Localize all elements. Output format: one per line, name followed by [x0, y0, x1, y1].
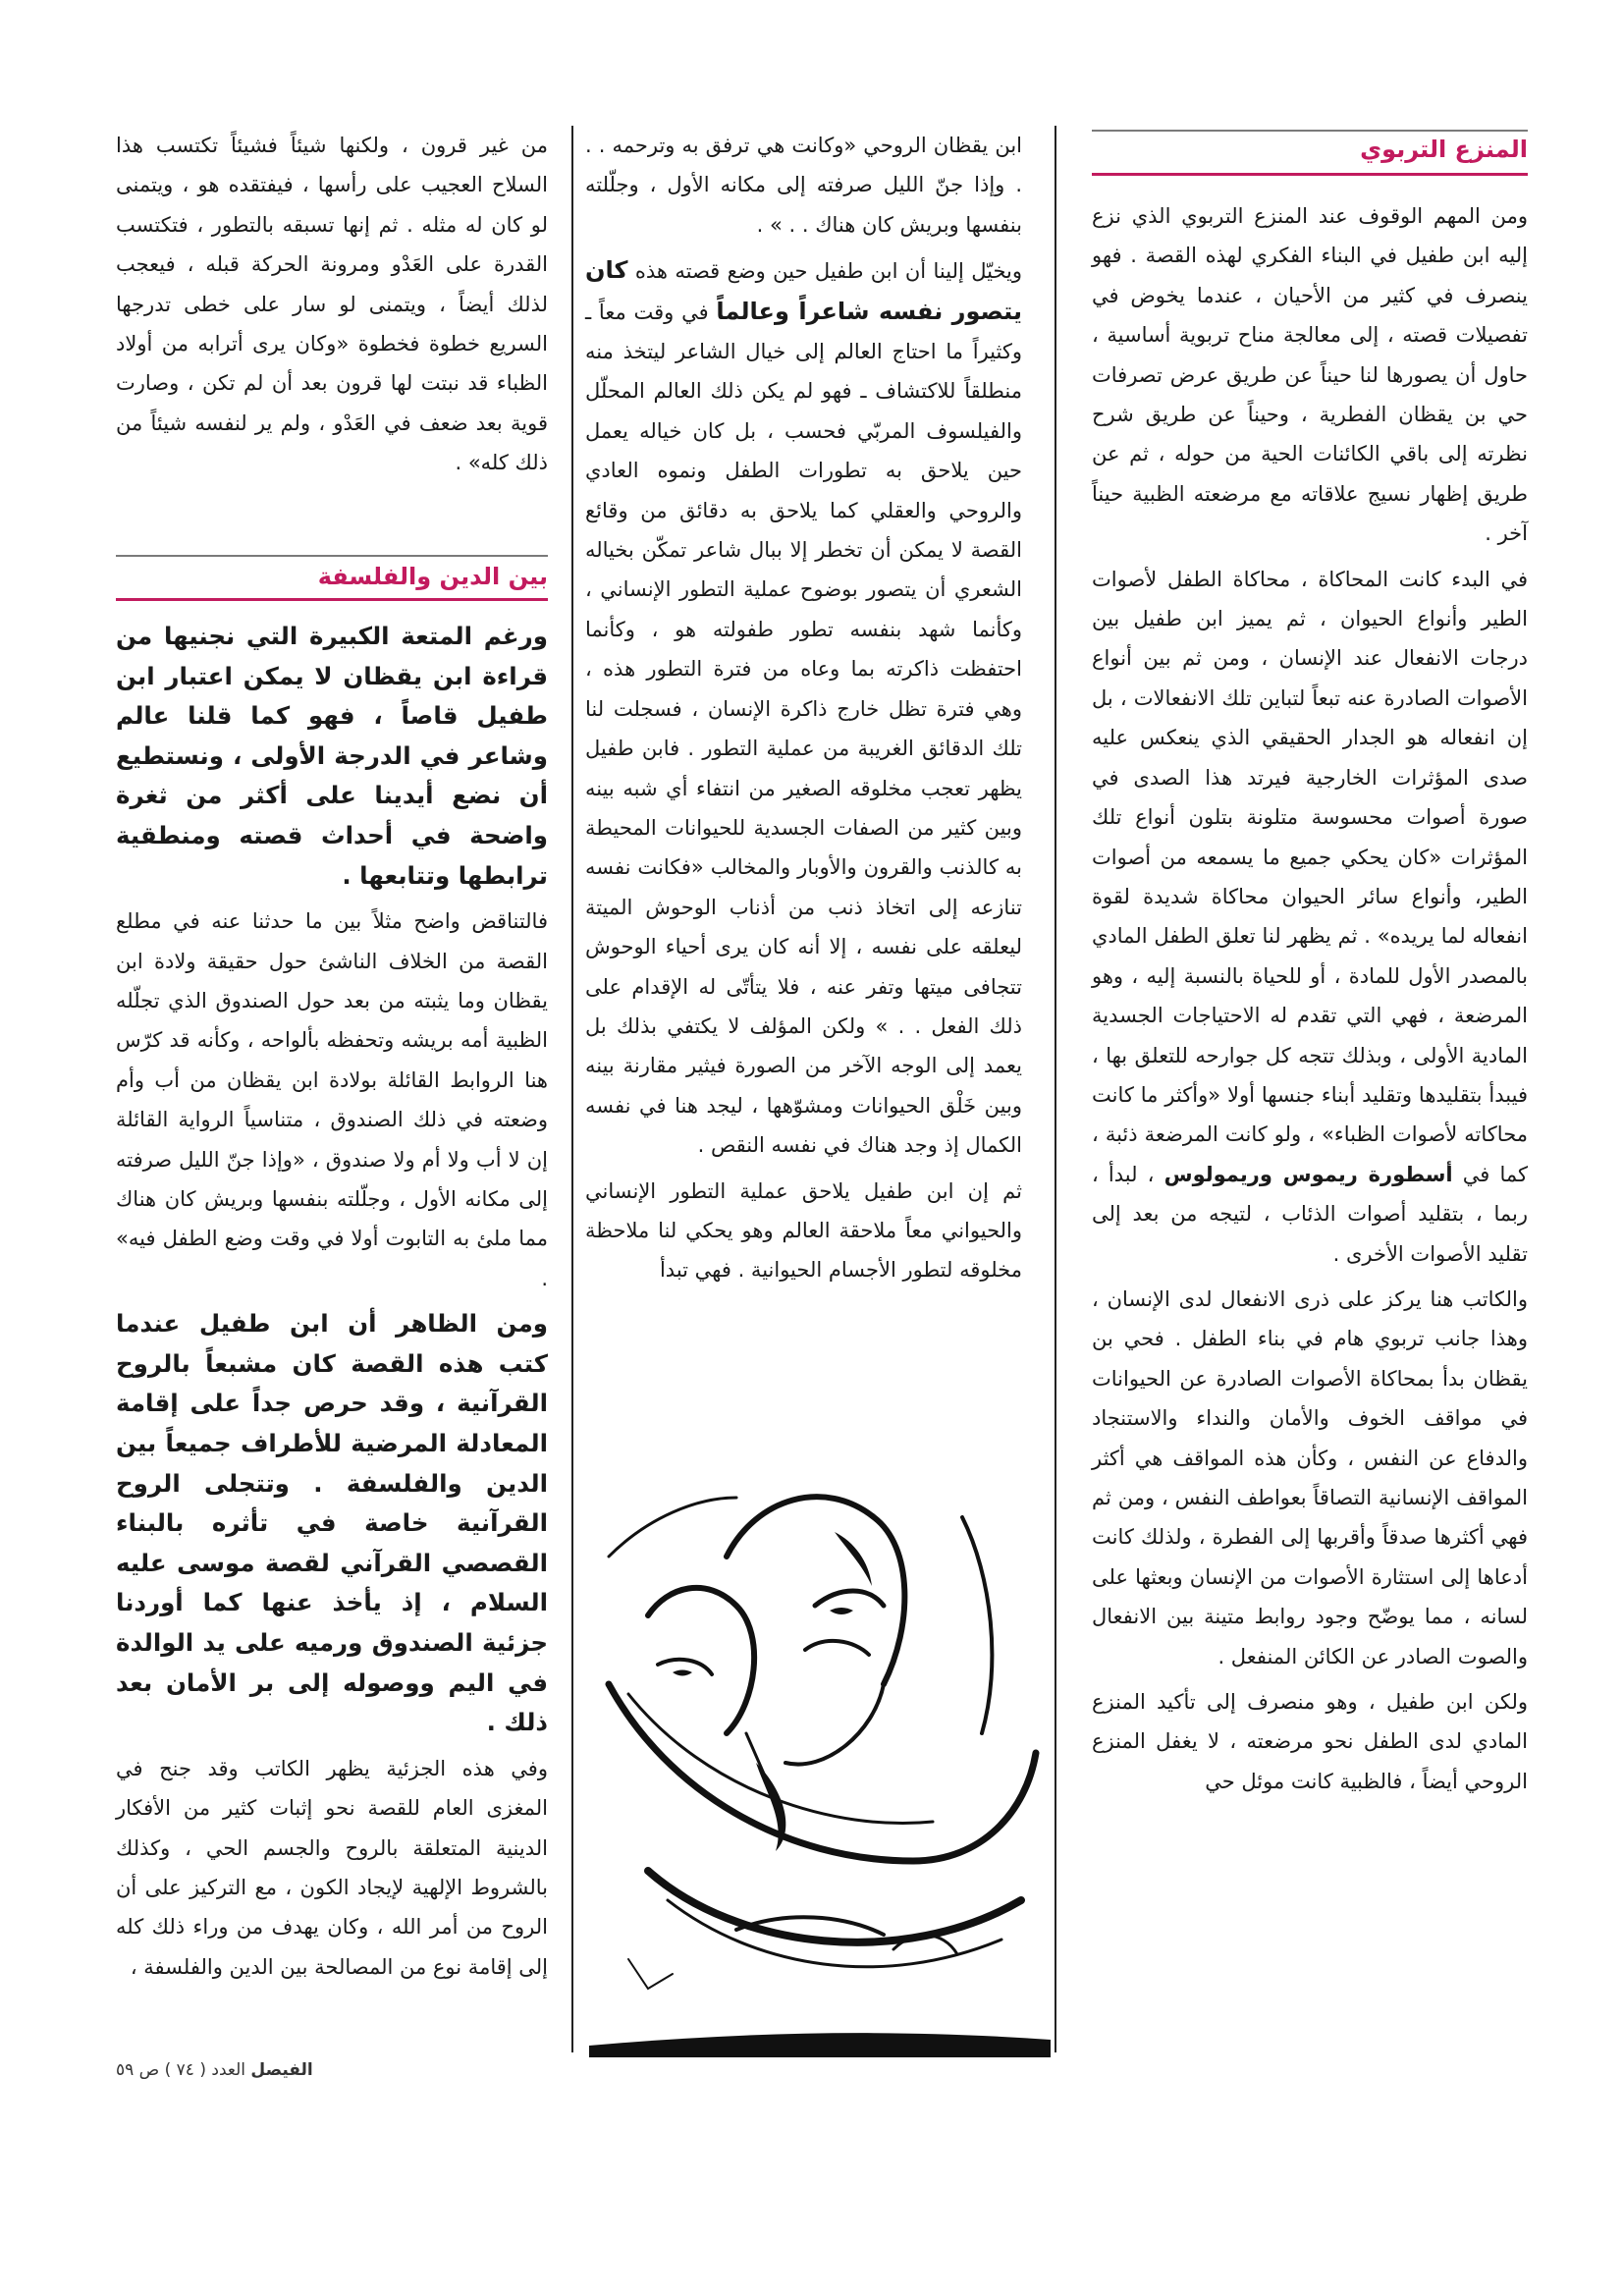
paragraph: ومن المهم الوقوف عند المنزع التربوي الذي نزع إليه ابن طفيل في البناء الفكري لهذه القصة . فهو ينصرف في كثير من الأحيان ، عندما يخوض في تفصيلات قصته ، إلى معالجة مناح تربوية أساسية ، حاول أن يصورها لنا حيناً عن طريق عرض تصرفات حي بن يقظان الفطرية ، وحيناً عن طريق شرح نظرته إلى باقي الكائنات الحية من حوله ، ثم عن طريق إظهار نسيج علاقاته مع مرضعته الظبية حيناً آخر .	[1092, 204, 1528, 546]
bold-paragraph: ورغم المتعة الكبيرة التي نجنيها من قراءة ابن يقظان لا يمكن اعتبار ابن طفيل قاصاً ، فهو كما قلنا عالم وشاعر في الدرجة الأولى ، ونستطيع أن نضع أيدينا على أكثر من ثغرة واضحة في أحداث قصته ومنطقية ترابطها وتتابعها .	[116, 622, 548, 890]
section-heading-religion-philosophy: بين الدين والفلسفة	[317, 563, 548, 590]
column-divider	[1055, 126, 1056, 2052]
bold-paragraph: ومن الظاهر أن ابن طفيل عندما كتب هذه القصة كان مشبعاً بالروح القرآنية ، وقد حرص جداً على إقامة المعادلة المرضية للأطراف جميعاً بين الدين والفلسفة . وتتجلى الروح القرآنية خاصة في تأثره بالبناء القصصي القرآني لقصة موسى عليه السلام ، إذ يأخذ عنها كما أوردنا جزئية الصندوق ورميه على يد الوالدة في اليم ووصوله إلى بر الأمان بعد ذلك .	[116, 1309, 548, 1737]
section-heading-educational: المنزع التربوي	[1360, 136, 1528, 163]
page-footer	[116, 2060, 313, 2080]
illustration	[589, 1439, 1051, 2057]
heading-top-rule	[1092, 130, 1528, 132]
page-number: العدد ( ٧٤ ) ص ٥٩	[116, 2060, 245, 2080]
paragraph: ثم إن ابن طفيل يلاحق عملية التطور الإنساني والحيواني معاً ملاحقة العالم وهو يحكي لنا ملاحظة مخلوقه لتطور الأجسام الحيوانية . فهي تبدأ	[585, 1178, 1022, 1283]
heading-underline	[1092, 173, 1528, 176]
paragraph: من غير قرون ، ولكنها شيئاً فشيئاً تكتسب هذا السلاح العجيب على رأسها ، فيفتقده هو ، ويتمنى لو كان له مثله . ثم إنها تسبقه بالتطور ، فتكتسب القدرة على العَدْو ومرونة الحركة قبله ، فيعجب لذلك أيضاً ، ويتمنى لو سار على خطى تدرجها السريع خطوة فخطوة «وكان يرى أترابه من أولاد الظباء قد نبتت لها قرون بعد أن لم تكن ، وصارت قوية بعد ضعف في العَدْو ، ولم ير لنفسه شيئاً من ذلك كله» .	[116, 134, 548, 475]
paragraph: وفي هذه الجزئية يظهر الكاتب وقد جنح في المغزى العام للقصة نحو إثبات كثير من الأفكار الدينية المتعلقة بالروح والجسم الحي ، وكذلك بالشروط الإلهية لإيجاد الكون ، مع التركيز على أن الروح من أمر الله ، وكان يهدف من وراء ذلك كله إلى إقامة نوع من المصالحة بين الدين والفلسفة ،	[116, 1756, 548, 1979]
footer-logo: الفيصل	[250, 2060, 313, 2080]
heading-top-rule	[116, 555, 548, 557]
legend-name: أسطورة ريموس وريمولوس	[1163, 1162, 1453, 1186]
left-column	[116, 126, 548, 489]
paragraph: ويخيّل إلينا أن ابن طفيل حين وضع قصته هذه كان يتصور نفسه شاعراً وعالماً في وقت معاً ـ وكثيراً ما احتاج العالم إلى خيال الشاعر ليتخذ منه منطلقاً للاكتشاف ـ فهو لم يكن ذلك العالم المحلّل والفيلسوف المربّي فحسب ، بل كان خياله يعمل حين يلاحق به تطورات الطفل ونموه العادي والروحي والعقلي كما يلاحق به دقائق من وقائع القصة لا يمكن أن تخطر إلا ببال شاعر تمكّن بخياله الشعري أن يتصور بوضوح عملية التطور الإنساني ، وكأنما شهد بنفسه تطور طفولته هو ، وكأنما احتفظت ذاكرته بما وعاه من فترة التطور هذه ، وهي فترة تظل خارج ذاكرة الإنسان ، فسجلت لنا تلك الدقائق الغريبة من عملية التطور . فابن طفيل يظهر تعجب مخلوقه الصغير من انتفاء أي شبه بينه وبين كثير من الصفات الجسدية للحيوانات المحيطة به كالذنب والقرون والأوبار والمخالب «فكانت نفسه تنازعه إلى اتخاذ ذنب من أذناب الوحوش الميتة ليعلقه على نفسه ، إلا أنه كان يرى أحياء الوحوش تتجافى ميتها وتفر عنه ، فلا يتأتّى له الإقدام على ذلك الفعل . . » ولكن المؤلف لا يكتفي بذلك بل يعمد إلى الوجه الآخر من الصورة فيثير مقارنة بينه وبين خَلْق الحيوانات ومشوّهها ، ليجد هنا في نفسه الكمال إذ وجد هناك في نفسه النقص .	[585, 256, 1022, 1158]
emphasis: كان يتصور نفسه شاعراً وعالماً	[585, 256, 1022, 325]
middle-column	[585, 126, 1022, 1296]
heading-underline	[116, 598, 548, 601]
paragraph: ولكن ابن طفيل ، وهو منصرف إلى تأكيد المنزع المادي لدى الطفل نحو مرضعته ، لا يغفل المنزع الروحي أيضاً ، فالظبية كانت موئل حي	[1092, 1690, 1528, 1793]
paragraph: في البدء كانت المحاكاة ، محاكاة الطفل لأصوات الطير وأنواع الحيوان ، ثم يميز ابن طفيل بين درجات الانفعال عند الإنسان ، ومن ثم بين أنواع الأصوات الصادرة عنه تبعاً لتباين تلك الانفعالات ، بل إن انفعاله هو الجدار الحقيقي الذي ينعكس عليه صدى المؤثرات الخارجية فيرتد هذا الصدى في صورة أصوات محسوسة متلونة بتلون أنواع تلك المؤثرات «كان يحكي جميع ما يسمعه من أصوات الطير، وأنواع سائر الحيوان محاكاة شديدة لقوة انفعاله لما يريده» . ثم يظهر لنا تعلق الطفل المادي بالمصدر الأول للمادة ، أو للحياة بالنسبة إليه ، وهو المرضعة ، فهي التي تقدم له الاحتياجات الجسدية المادية الأولى ، وبذلك تتجه كل جوارحه للتعلق بها ، فيبدأ بتقليدها وتقليد أبناء جنسها أولا «وأكثر ما كانت محاكاته لأصوات الظباء» ، ولو كانت المرضعة ذئبة ، كما في أسطورة ريموس وريمولوس ، لبدأ ، ربما ، بتقليد أصوات الذئاب ، لتيجه من بعد إلى تقليد الأصوات الأخرى .	[1092, 567, 1528, 1266]
left-column-lower	[116, 617, 548, 1993]
paragraph: ابن يقظان الروحي «وكانت هي ترفق به وترحمه . . . وإذا جنّ الليل صرفته إلى مكانه الأول ، وجلّلته بنفسها وبريش كان هناك . . » .	[585, 134, 1022, 237]
right-column	[1092, 196, 1528, 1807]
paragraph: فالتناقض واضح مثلاً بين ما حدثنا عنه في مطلع القصة من الخلاف الناشئ حول حقيقة ولادة ابن يقظان وما يثبته من بعد حول الصندوق الذي تجلّله الظبية أمه بريشه وتحفظه بألواحه ، وكأنه قد كرّس هنا الروابط القائلة بولادة ابن يقظان من أب وأم وضعته في ذلك الصندوق ، متناسياً الرواية القائلة إن لا أب ولا أم ولا صندوق ، «وإذا جنّ الليل صرفته إلى مكانه الأول ، وجلّلته بنفسها وبريش كان هناك مما ملئ به التابوت أولا في وقت وضع الطفل فيه» .	[116, 909, 548, 1290]
paragraph: والكاتب هنا يركز على ذرى الانفعال لدى الإنسان ، وهذا جانب تربوي هام في بناء الطفل . فحي بن يقظان بدأ بمحاكاة الأصوات الصادرة عن الحيوانات في مواقف الخوف والأمان والنداء والاستنجاد والدفاع عن النفس ، وكأن هذه المواقف هي أكثر المواقف الإنسانية التصاقاً بعواطف النفس ، ومن ثم فهي أكثرها صدقاً وأقربها إلى الفطرة ، ولذلك كانت أدعاها إلى استثارة الأصوات من الإنسان وبعثها على لسانه ، مما يوضّح وجود روابط متينة بين الانفعال والصوت الصادر عن الكائن المنفعل .	[1092, 1286, 1528, 1668]
column-divider	[571, 126, 573, 2052]
